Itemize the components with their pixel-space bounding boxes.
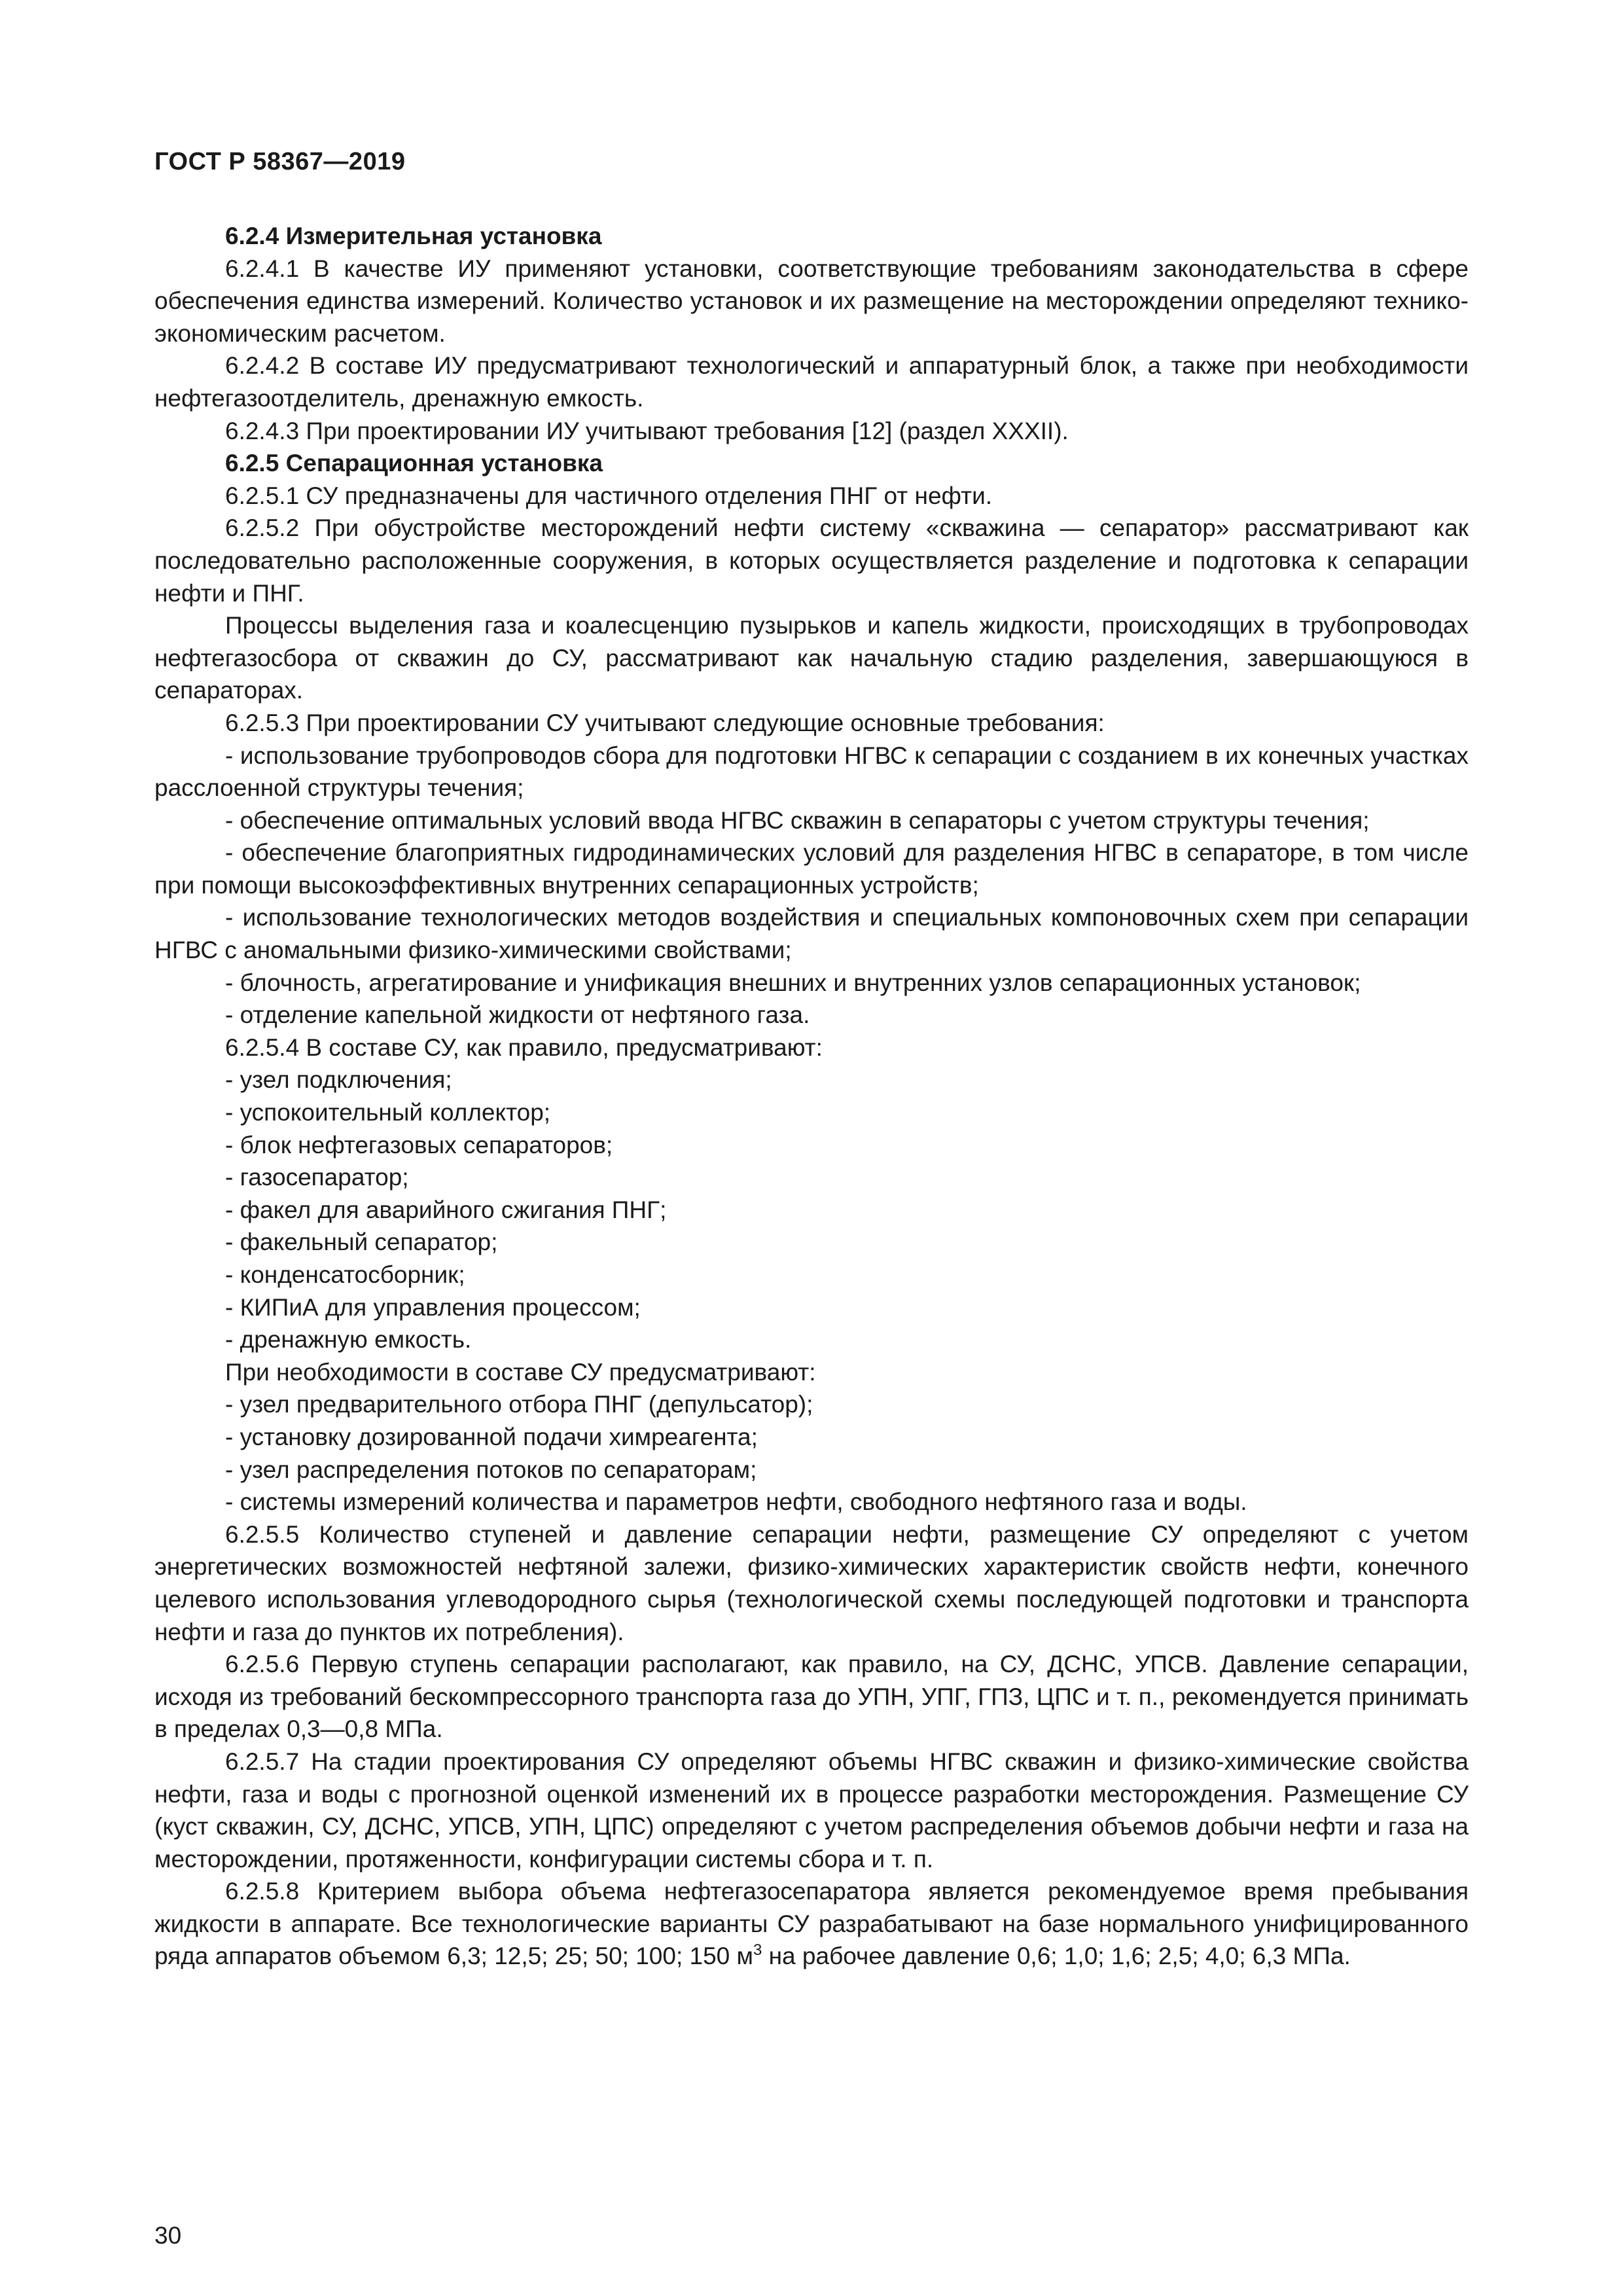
superscript: 3 — [753, 1941, 762, 1960]
paragraph-6-2-5-3: 6.2.5.3 При проектировании СУ учитывают следующие основные требования: — [225, 709, 1105, 736]
list-item: - использование трубопроводов сбора для подготовки НГВС к сепарации с созданием в их конечных участках расслоенной структуры течения; — [154, 742, 1469, 802]
list-item: - обеспечение благоприятных гидродинамических условий для разделения НГВС в сепараторе, в том числе при помощи высокоэффективных внутренних сепарационных устройств; — [154, 839, 1469, 899]
list-item: - газосепаратор; — [225, 1164, 409, 1191]
paragraph: Процессы выделения газа и коалесценцию пузырьков и капель жидкости, происходящих в трубопроводах нефтегазосбора от скважин до СУ, рассматривают как начальную стадию разделения, завершающуюся в сепараторах. — [154, 612, 1469, 704]
list-item: - отделение капельной жидкости от нефтяного газа. — [225, 1001, 810, 1029]
paragraph-6-2-5-5: 6.2.5.5 Количество ступеней и давление сепарации нефти, размещение СУ определяют с учетом энергетических возможностей нефтяной залежи, физико-химических характеристик свойств нефти, конечного целевого использования углеводородного сырья (технологической схемы последующей подготовки и транспорта нефти и газа до пунктов их потребления). — [154, 1520, 1469, 1645]
paragraph-6-2-5-1: 6.2.5.1 СУ предназначены для частичного отделения ПНГ от нефти. — [225, 482, 993, 509]
paragraph-text: 6.2.5.8 Критерием выбора объема нефтегазосепаратора является рекомендуемое время пребывания жидкости в аппарате. Все технологические варианты СУ разрабатывают на базе нормального унифицированного ряда аппаратов объемом 6,3; 12,5; 25; 50; 100; 150 м — [154, 1878, 1469, 1970]
paragraph-6-2-4-2: 6.2.4.2 В составе ИУ предусматривают технологический и аппаратурный блок, а также при необходимости нефтегазоотделитель, дренажную емкость. — [154, 352, 1469, 412]
list-item: - факел для аварийного сжигания ПНГ; — [225, 1196, 667, 1223]
list-item: - использование технологических методов воздействия и специальных компоновочных схем при сепарации НГВС с аномальными физико-химическими свойствами; — [154, 904, 1469, 964]
list-item: - установку дозированной подачи химреагента; — [225, 1423, 758, 1450]
standard-header: ГОСТ Р 58367—2019 — [154, 148, 406, 175]
section-heading-6-2-4: 6.2.4 Измерительная установка — [225, 223, 602, 249]
list-item: - системы измерений количества и параметров нефти, свободного нефтяного газа и воды. — [225, 1488, 1247, 1516]
paragraph-6-2-5-7: 6.2.5.7 На стадии проектирования СУ определяют объемы НГВС скважин и физико-химические свойства нефти, газа и воды с прогнозной оценкой изменений их в процессе разработки месторождения. Размещение СУ (куст скважин, СУ, ДСНС, УПСВ, УПН, ЦПС) определяют с учетом распределения объемов добычи нефти и газа на месторождении, протяженности, конфигурации системы сбора и т. п. — [154, 1748, 1469, 1873]
list-item: - обеспечение оптимальных условий ввода НГВС скважин в сепараторы с учетом структуры течения; — [225, 806, 1370, 834]
list-item: - узел распределения потоков по сепараторам; — [225, 1456, 757, 1483]
paragraph-6-2-5-6: 6.2.5.6 Первую ступень сепарации располагают, как правило, на СУ, ДСНС, УПСВ. Давление сепарации, исходя из требований бескомпрессорного транспорта газа до УПН, УПГ, ГПЗ, ЦПС и т. п., рекомендуется принимать в пределах 0,3—0,8 МПа. — [154, 1651, 1469, 1743]
paragraph-6-2-4-1: 6.2.4.1 В качестве ИУ применяют установки, соответствующие требованиям законодательства в сфере обеспечения единства измерений. Количество установок и их размещение на месторождении определяют технико-экономическим расчетом. — [154, 255, 1469, 347]
paragraph-6-2-5-4: 6.2.5.4 В составе СУ, как правило, предусматривают: — [225, 1033, 823, 1061]
list-item: - факельный сепаратор; — [225, 1229, 498, 1256]
list-item: - конденсатосборник; — [225, 1261, 465, 1288]
paragraph: При необходимости в составе СУ предусматривают: — [225, 1358, 816, 1386]
paragraph-6-2-4-3: 6.2.4.3 При проектировании ИУ учитывают требования [12] (раздел XXXII). — [225, 417, 1069, 444]
document-body — [154, 220, 1469, 1973]
section-heading-6-2-5: 6.2.5 Сепарационная установка — [225, 450, 603, 477]
list-item: - КИПиА для управления процессом; — [225, 1293, 641, 1321]
list-item: - дренажную емкость. — [225, 1326, 472, 1354]
list-item: - блочность, агрегатирование и унификация внешних и внутренних узлов сепарационных установок; — [225, 969, 1361, 996]
paragraph-6-2-5-2: 6.2.5.2 При обустройстве месторождений нефти систему «скважина — сепаратор» рассматривают как последовательно расположенные сооружения, в которых осуществляется разделение и подготовка к сепарации нефти и ПНГ. — [154, 514, 1469, 607]
list-item: - успокоительный коллектор; — [225, 1099, 551, 1126]
list-item: - узел подключения; — [225, 1066, 452, 1094]
list-item: - узел предварительного отбора ПНГ (депульсатор); — [225, 1391, 813, 1418]
paragraph-text: на рабочее давление 0,6; 1,0; 1,6; 2,5; 4,0; 6,3 МПа. — [762, 1943, 1351, 1970]
page-number: 30 — [154, 2222, 182, 2249]
paragraph-6-2-5-8 — [154, 1875, 1469, 1973]
list-item: - блок нефтегазовых сепараторов; — [225, 1131, 613, 1158]
